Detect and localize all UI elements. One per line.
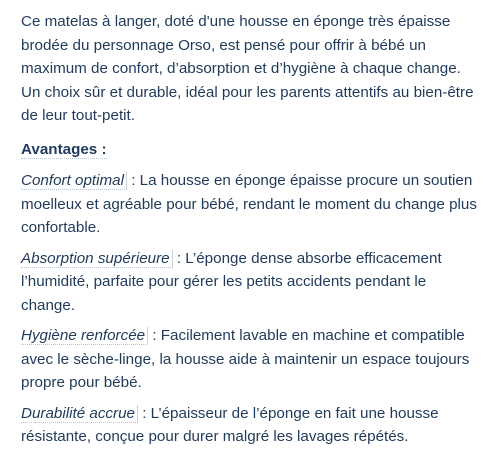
advantage-item-hygiene bbox=[21, 324, 480, 395]
advantage-text: : Facilement lavable en machine et compatible avec le sèche-linge, la housse aide à maintenir un espace toujours propre pour bébé. bbox=[21, 327, 470, 391]
advantage-text: : L’épaisseur de l’éponge en fait une housse résistante, conçue pour durer malgré les lavages répétés. bbox=[21, 404, 439, 445]
advantage-term: Confort optimal bbox=[21, 172, 127, 190]
advantage-text: : L’éponge dense absorbe efficacement l’humidité, parfaite pour gérer les petits accidents pendant le change. bbox=[21, 249, 442, 314]
advantage-item-absorption bbox=[21, 247, 480, 318]
advantage-text: : La housse en éponge épaisse procure un soutien moelleux et agréable pour bébé, rendant le moment du change plus confortable. bbox=[21, 172, 477, 236]
advantage-term: Absorption supérieure bbox=[21, 250, 173, 268]
advantage-item-comfort bbox=[21, 169, 480, 240]
advantages-heading-text: Avantages : bbox=[21, 140, 107, 158]
advantage-term: Hygiène renforcée bbox=[21, 327, 148, 345]
advantages-heading bbox=[21, 138, 480, 162]
intro-paragraph: Ce matelas à langer, doté d'une housse en éponge très épaisse brodée du personnage Orso, est pensé pour offrir à bébé un maximum de confort, d’absorption et d’hygiène à chaque change. Un choix sûr et durable, idéal pour les parents attentifs au bien-être de leur tout-petit. bbox=[21, 13, 474, 124]
advantage-term: Durabilité accrue bbox=[21, 405, 138, 423]
